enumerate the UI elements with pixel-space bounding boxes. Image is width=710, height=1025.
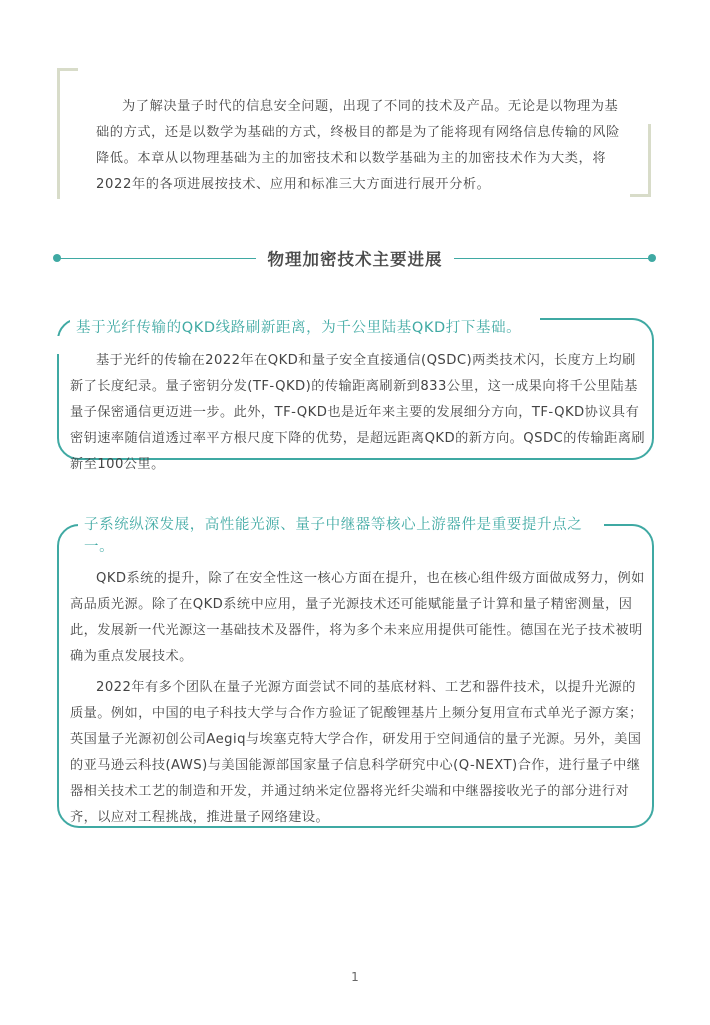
intro-paragraph: 为了解决量子时代的信息安全问题，出现了不同的技术及产品。无论是以物理为基础的方式，还是以数学为基础的方式，终极目的都是为了能将现有网络信息传输的风险降低。本章从以物理基础为主的加密技术和以数学基础为主的加密技术作为大类，将2022年的各项进展按技术、应用和标准三大方面进行展开分析。 bbox=[96, 99, 620, 192]
page-number: 1 bbox=[351, 970, 359, 984]
card-paragraph: 基于光纤的传输在2022年在QKD和量子安全直接通信(QSDC)两类技术闪，长度方上均刷新了长度纪录。量子密钥分发(TF-QKD)的传输距离刷新到833公里，这一成果向将千公里陆基量子保密通信更迈进一步。此外，TF-QKD也是近年来主要的发展细分方向，TF-QKD协议具有密钥速率随信道透过率平方根尺度下降的优势，是超远距离QKD的新方向。QSDC的传输距离刷新至100公里。 bbox=[70, 353, 646, 472]
heading-left-rule bbox=[60, 258, 256, 259]
card-paragraph: 2022年有多个团队在量子光源方面尝试不同的基底材料、工艺和器件技术，以提升光源的质量。例如，中国的电子科技大学与合作方验证了铌酸锂基片上频分复用宣布式单光子源方案；英国量子光源初创公司Aegiq与埃塞克特大学合作，研发用于空间通信的量子光源。另外，美国的亚马逊云科技(AWS)与美国能源部国家量子信息科学研究中心(Q-NEXT)合作，进行量子中继器相关技术工艺的制造和开发，并通过纳米定位器将光纤尖端和中继器接收光子的部分进行对齐，以应对工程挑战，推进量子网络建设。 bbox=[70, 680, 643, 825]
card-title: 子系统纵深发展，高性能光源、量子中继器等核心上游器件是重要提升点之一。 bbox=[84, 517, 583, 555]
section-title: 物理加密技术主要进展 bbox=[267, 250, 443, 269]
card-paragraph: QKD系统的提升，除了在安全性这一核心方面在提升，也在核心组件级方面做成努力，例如高品质光源。除了在QKD系统中应用，量子光源技术还可能赋能量子计算和量子精密测量，因此，发展新一代光源这一基础技术及器件，将为多个未来应用提供可能性。德国在光子技术被明确为重点发展技术。 bbox=[70, 571, 645, 664]
card-edge-gap bbox=[52, 336, 60, 354]
card-title: 基于光纤传输的QKD线路刷新距离，为千公里陆基QKD打下基础。 bbox=[76, 320, 522, 336]
heading-right-rule bbox=[454, 258, 650, 259]
heading-right-dot bbox=[648, 254, 656, 262]
intro-bracket-top-left bbox=[57, 68, 78, 199]
intro-bracket-bottom-right bbox=[630, 124, 651, 197]
